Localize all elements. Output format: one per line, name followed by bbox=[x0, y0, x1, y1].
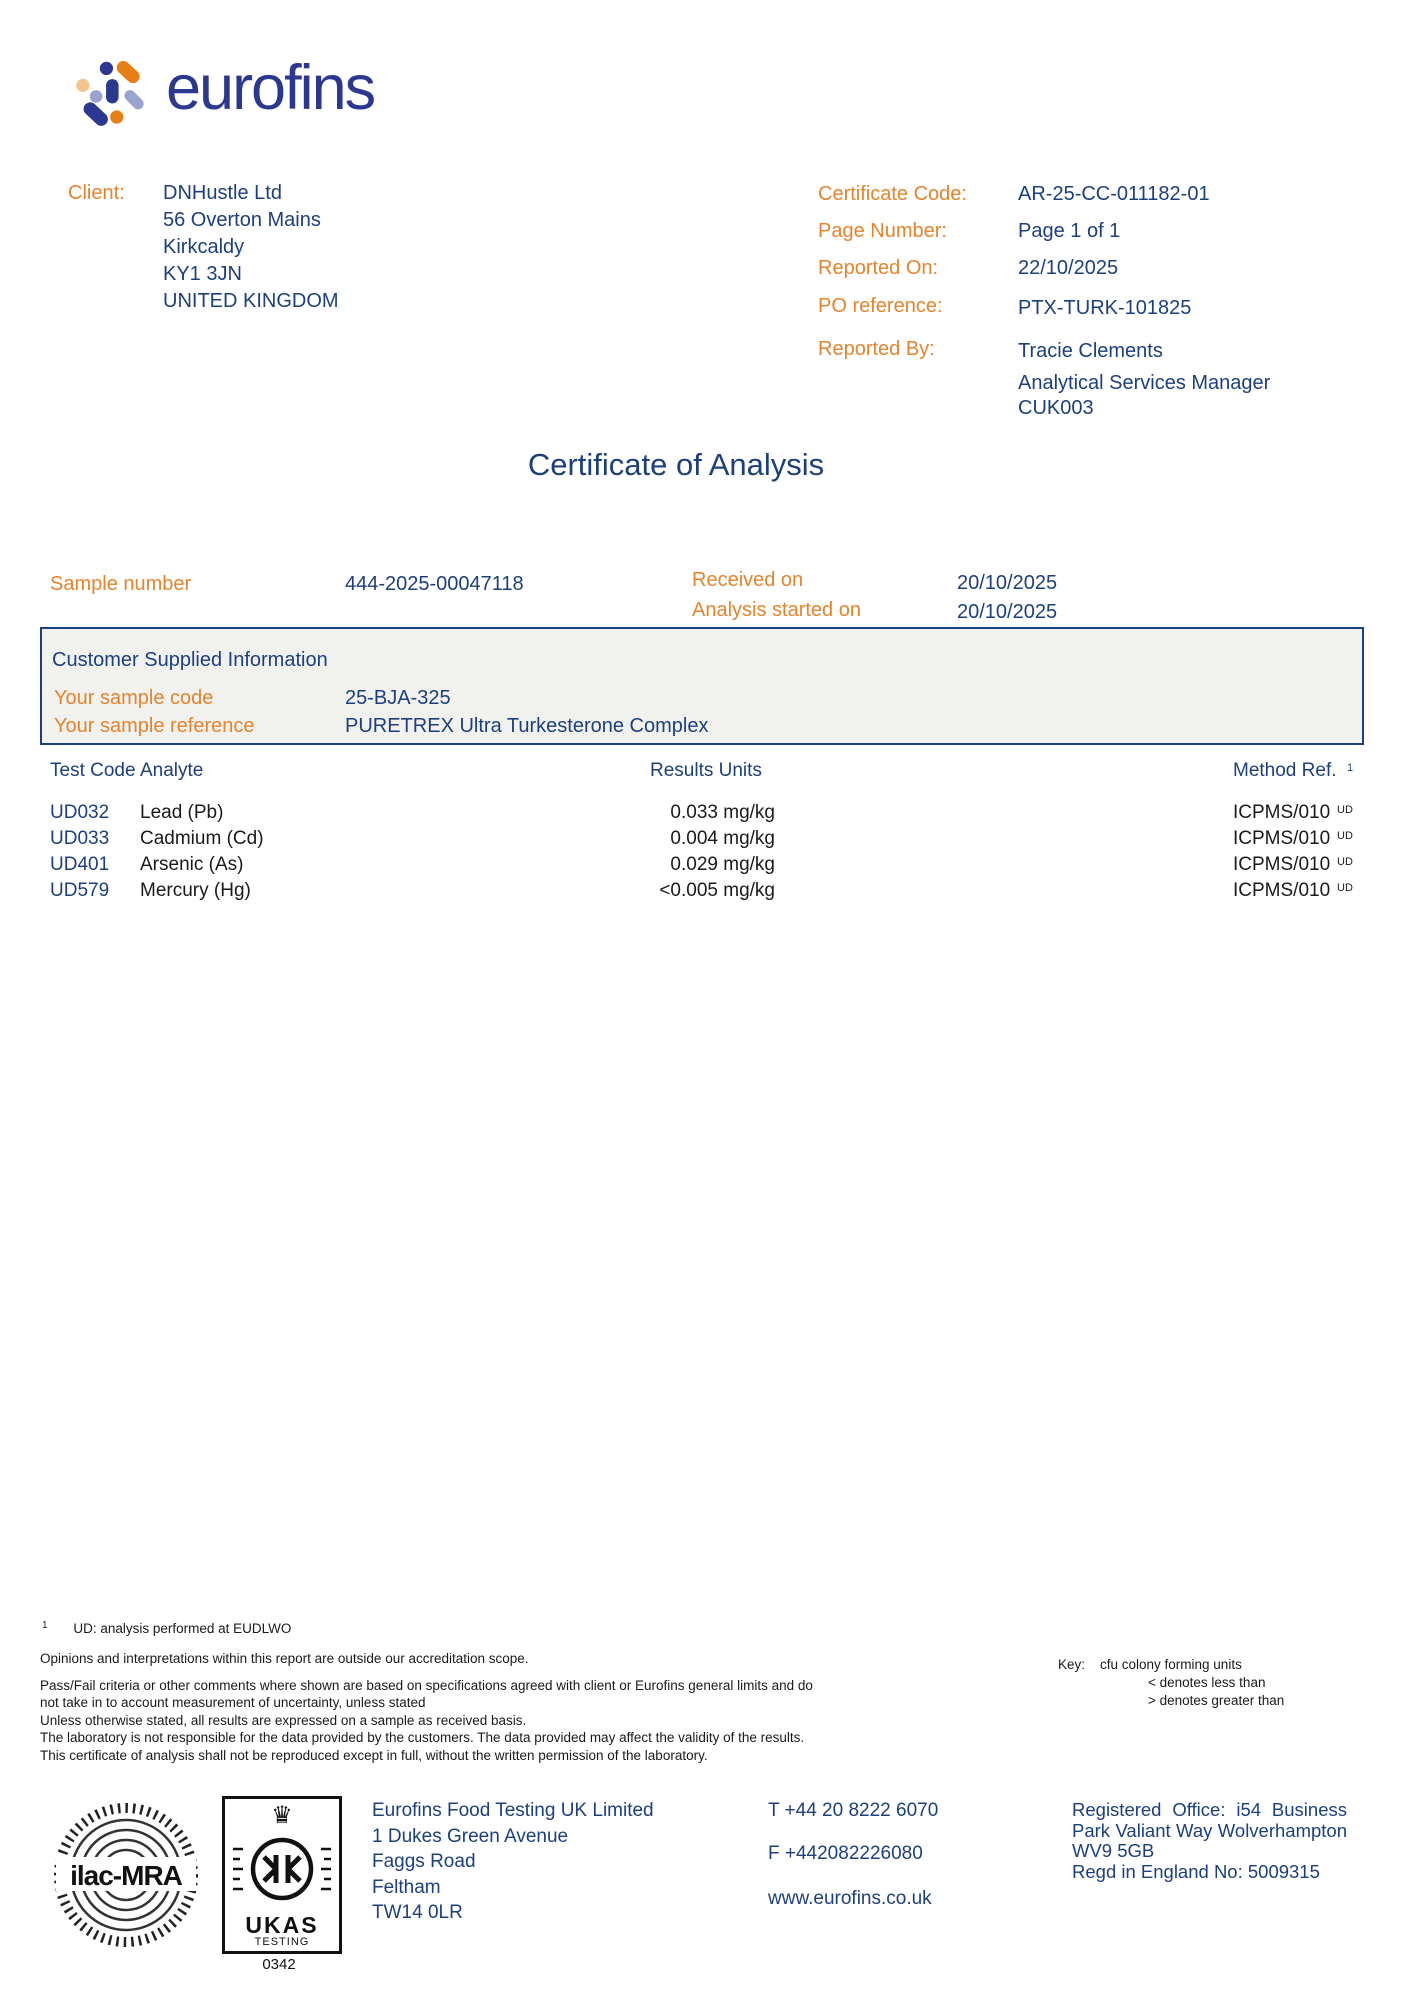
ukas-number: 0342 bbox=[262, 1956, 296, 1973]
table-row bbox=[50, 878, 1384, 904]
row-method-ref: ICPMS/010 bbox=[1233, 854, 1331, 875]
results-table-header bbox=[50, 758, 1384, 784]
client-address-line-1: 56 Overton Mains bbox=[163, 209, 321, 231]
phone-number: T +44 20 8222 6070 bbox=[768, 1800, 939, 1821]
footnote-text: UD: analysis performed at EUDLWO bbox=[73, 1621, 292, 1636]
sample-code-label: Your sample code bbox=[54, 687, 214, 709]
table-row bbox=[50, 852, 1384, 878]
row-analyte: Lead (Pb) bbox=[140, 802, 224, 823]
reported-by-role: Analytical Services Manager bbox=[1018, 372, 1271, 394]
ilac-mra-label: ilac-MRA bbox=[70, 1860, 182, 1891]
ukas-circle-icon bbox=[225, 1831, 339, 1907]
po-reference-value: PTX-TURK-101825 bbox=[1018, 297, 1192, 319]
key-line-less-than: < denotes less than bbox=[1148, 1675, 1266, 1690]
crown-icon: ♛ bbox=[271, 1802, 293, 1829]
disclaimer-line: Unless otherwise stated, all results are expressed on a sample as received basis. bbox=[40, 1712, 527, 1728]
reported-on-value: 22/10/2025 bbox=[1018, 257, 1119, 279]
customer-supplied-info-box bbox=[40, 627, 1364, 745]
page-number-label: Page Number: bbox=[818, 220, 947, 242]
sample-reference-label: Your sample reference bbox=[54, 715, 255, 737]
row-test-code: UD032 bbox=[50, 802, 110, 823]
received-on-value: 20/10/2025 bbox=[957, 572, 1058, 594]
reported-by-code: CUK003 bbox=[1018, 397, 1094, 419]
company-address-line: 1 Dukes Green Avenue bbox=[372, 1825, 569, 1847]
footnote bbox=[42, 1617, 291, 1638]
certificate-code-label: Certificate Code: bbox=[818, 183, 967, 205]
customer-info-heading: Customer Supplied Information bbox=[52, 649, 328, 671]
row-method-ref: ICPMS/010 bbox=[1233, 880, 1331, 901]
reported-on-label: Reported On: bbox=[818, 257, 939, 279]
company-address-line: Feltham bbox=[372, 1876, 441, 1898]
company-address-line: TW14 0LR bbox=[372, 1902, 463, 1923]
row-test-code: UD579 bbox=[50, 880, 110, 901]
fax-number: F +442082226080 bbox=[768, 1843, 923, 1864]
page-title: Certificate of Analysis bbox=[527, 447, 825, 482]
sample-reference-value: PURETREX Ultra Turkesterone Complex bbox=[345, 715, 709, 737]
registered-office-block bbox=[1072, 1800, 1347, 1882]
sample-number-label: Sample number bbox=[50, 573, 192, 595]
row-test-code: UD401 bbox=[50, 854, 110, 875]
row-method-ref: ICPMS/010 bbox=[1233, 828, 1331, 849]
row-method-superscript: UD bbox=[1337, 882, 1353, 894]
website-url: www.eurofins.co.uk bbox=[768, 1888, 932, 1909]
header-test-code: Test Code bbox=[50, 760, 136, 781]
row-result: 0.004 mg/kg bbox=[670, 828, 775, 849]
table-row bbox=[50, 800, 1384, 826]
analysis-started-value: 20/10/2025 bbox=[957, 601, 1058, 623]
row-result: 0.033 mg/kg bbox=[670, 802, 775, 823]
ukas-frame bbox=[222, 1796, 342, 1954]
page-number-value: Page 1 of 1 bbox=[1018, 220, 1121, 242]
row-method-superscript: UD bbox=[1337, 856, 1353, 868]
client-address-line-2: Kirkcaldy bbox=[163, 236, 245, 258]
ukas-testing-label: TESTING bbox=[254, 1936, 310, 1948]
disclaimer-block bbox=[40, 1650, 830, 1764]
eurofins-wordmark: eurofins bbox=[166, 53, 375, 123]
ukas-logo bbox=[222, 1796, 342, 1973]
results-table bbox=[50, 758, 1384, 918]
header-method-ref-superscript: 1 bbox=[1347, 762, 1354, 774]
company-name: Eurofins Food Testing UK Limited bbox=[372, 1800, 654, 1821]
row-method-superscript: UD bbox=[1337, 804, 1353, 816]
received-on-label: Received on bbox=[692, 569, 804, 591]
eurofins-dots-icon bbox=[74, 58, 144, 126]
row-analyte: Mercury (Hg) bbox=[140, 880, 251, 901]
client-name: DNHustle Ltd bbox=[163, 182, 282, 204]
ukas-label: UKAS bbox=[245, 1912, 319, 1938]
analysis-started-label: Analysis started on bbox=[692, 599, 861, 621]
sample-code-value: 25-BJA-325 bbox=[345, 687, 451, 709]
row-method-superscript: UD bbox=[1337, 830, 1353, 842]
header-analyte: Analyte bbox=[140, 760, 204, 781]
key-label: Key: bbox=[1058, 1657, 1086, 1672]
row-test-code: UD033 bbox=[50, 828, 110, 849]
sample-number-value: 444-2025-00047118 bbox=[345, 573, 524, 595]
disclaimer-line: This certificate of analysis shall not be reproduced except in full, without the written permission of the laboratory. bbox=[40, 1747, 708, 1763]
reported-by-name: Tracie Clements bbox=[1018, 340, 1163, 362]
header-results-units: Results Units bbox=[650, 760, 762, 781]
po-reference-label: PO reference: bbox=[818, 295, 943, 317]
row-result: <0.005 mg/kg bbox=[659, 880, 775, 901]
disclaimer-line: The laboratory is not responsible for the data provided by the customers. The data provided may affect the validity of the results. bbox=[40, 1730, 805, 1745]
key-line-greater-than: > denotes greater than bbox=[1148, 1693, 1285, 1708]
disclaimer-line: Opinions and interpretations within this report are outside our accreditation scope. bbox=[40, 1651, 529, 1666]
row-result: 0.029 mg/kg bbox=[670, 854, 775, 875]
client-label: Client: bbox=[68, 182, 125, 204]
row-method-ref: ICPMS/010 bbox=[1233, 802, 1331, 823]
client-address-line-3: KY1 3JN bbox=[163, 263, 242, 285]
table-row bbox=[50, 826, 1384, 852]
registered-number: Regd in England No: 5009315 bbox=[1072, 1860, 1320, 1882]
row-analyte: Arsenic (As) bbox=[140, 854, 244, 875]
disclaimer-line: Pass/Fail criteria or other comments where shown are based on specifications agreed with client or Eurofins general limits and do not take in to account measurement of uncertainty, unless stated bbox=[40, 1677, 813, 1710]
reported-by-label: Reported By: bbox=[818, 338, 935, 360]
header-method-ref: Method Ref. bbox=[1233, 760, 1337, 781]
registered-office-text: Registered Office: i54 Business Park Valiant Way Wolverhampton WV9 5GB bbox=[1072, 1799, 1347, 1861]
row-analyte: Cadmium (Cd) bbox=[140, 828, 264, 849]
key-line-cfu: cfu colony forming units bbox=[1100, 1657, 1242, 1672]
ilac-mra-seal-icon bbox=[50, 1800, 202, 1950]
company-address-line: Faggs Road bbox=[372, 1851, 476, 1872]
footnote-superscript: 1 bbox=[42, 1620, 48, 1631]
client-address-line-4: UNITED KINGDOM bbox=[163, 290, 339, 312]
certificate-code-value: AR-25-CC-011182-01 bbox=[1018, 183, 1210, 205]
company-address-block bbox=[372, 1798, 654, 1926]
eurofins-logo bbox=[72, 52, 432, 137]
